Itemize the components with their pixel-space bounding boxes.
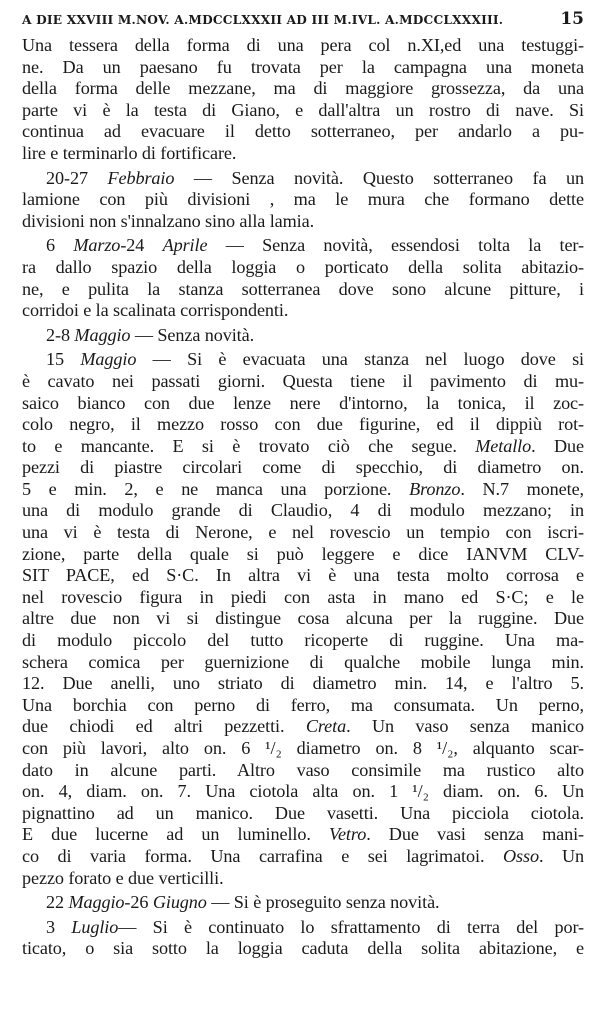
text-line: 12. Due anelli, uno striato di diametro min. 14, e l'altro 5. [22,673,584,694]
paragraph [22,35,584,165]
date-month: Maggio [68,892,125,913]
page-number: 15 [560,9,584,29]
material-heading: Metallo [475,435,532,456]
body-text [22,35,584,960]
text-line: è cavato nei passati giorni. Questa tiene il pavimento di mu- [22,370,584,391]
text-line: to e mancante. E si è trovato ciò che segue. Metallo. Due [22,435,584,456]
paragraph [22,349,584,889]
text-line: parte vi è la testa di Giano, e dall'altra un rostro di nave. Si [22,99,584,120]
text-line: due chiodi ed altri pezzetti. Creta. Un vaso senza manico [22,716,584,737]
text-line: altre due non vi si distingue cosa alcuna per la ruggine. Due [22,608,584,629]
text-line: colo negro, il mezzo rosso con due figurine, ed il dippiù rot- [22,414,584,435]
running-head: A DIE XXVIII M.NOV. A.MDCCLXXXII AD III M.IVL. A.MDCCLXXXIII. [22,13,504,27]
text-line: pignattino ad un manico. Due vasetti. Una picciola ciotola. [22,802,584,823]
date-month: Luglio [71,916,119,937]
text-line: SIT PACE, ed S·C. In altra vi è una testa molto corrosa e [22,565,584,586]
text-line: co di varia forma. Una carrafina e sei lagrimatoi. Osso. Un [22,845,584,866]
text-line: ra dallo spazio della loggia o porticato della solita abitazio- [22,256,584,277]
text-line: 15 Maggio — Si è evacuata una stanza nel luogo dove si [46,349,584,370]
paragraph [22,917,584,960]
paragraph [22,892,584,914]
date-month: Giugno [152,892,207,913]
text-line: 6 Marzo-24 Aprile — Senza novità, essendosi tolta la ter- [46,235,584,256]
text-line: E due lucerne ad un luminello. Vetro. Due vasi senza mani- [22,824,584,845]
text-line: 3 Luglio— Si è continuato lo sfrattamento di terra del por- [46,916,584,937]
text-line: on. 4, diam. on. 7. Una ciotola alta on. 1 ¹/₂ diam. on. 6. Un [22,781,584,802]
paragraph [22,235,584,321]
text-line: Una borchia con perno di ferro, ma consumata. Un perno, [22,694,584,715]
paragraph [22,168,584,233]
text-line: lire e terminarlo di fortificare. [22,142,237,163]
text-line: saico bianco con due lenze nere d'intorno, la tonica, il zoc- [22,392,584,413]
text-line: dato in alcune parti. Altro vaso consimile ma rustico alto [22,759,584,780]
page-header [22,9,584,35]
date-month: Aprile [162,235,208,256]
text-line: pezzi di piastre circolari come di specchio, di diametro on. [22,457,584,478]
text-line: 20-27 Febbraio — Senza novità. Questo sotterraneo fa un [46,167,584,188]
text-line: pezzo forato e due verticilli. [22,867,224,888]
text-line: 22 Maggio-26 Giugno — Si è proseguito senza novità. [46,892,440,913]
text-line: continua ad evacuare il detto sotterraneo, per andarlo a pu- [22,121,584,142]
text-line: ticato, o sia sotto la loggia caduta della solita abitazione, e [22,938,584,959]
material-heading: Osso [502,845,539,866]
date-month: Marzo [73,235,121,256]
text-line: della forma delle mezzane, ma di maggiore grossezza, da una [22,78,584,99]
text-line: una di modulo grande di Claudio, 4 di modulo mezzano; in [22,500,584,521]
text-line: zione, parte della quale si può leggere e dice IANVM CLV- [22,543,584,564]
text-line: con più lavori, alto on. 6 ¹/₂ diametro on. 8 ¹/₂, alquanto scar- [22,738,584,758]
material-heading: Vetro [328,824,367,845]
material-heading: Creta [305,716,347,737]
text-line: ne. Da un paesano fu trovata per la campagna una moneta [22,56,584,77]
text-line: schera comica per guernizione di qualche mobile lunga min. [22,651,584,672]
text-line: di modulo piccolo del tutto ricoperte di ruggine. Una ma- [22,630,584,651]
date-month: Febbraio [107,167,175,188]
material-heading: Bronzo [409,478,461,499]
text-line: 5 e min. 2, e ne manca una porzione. Bronzo. N.7 monete, [22,478,584,499]
text-line: una vi è testa di Nerone, e nel rovescio un tempio con iscri- [22,522,584,543]
paragraph [22,325,584,347]
text-line: divisioni non s'innalzano sino alla lamia. [22,210,315,231]
text-line: ne, e pulita la stanza sotterranea dove sono alcune pitture, i [22,278,584,299]
text-line: 2-8 Maggio — Senza novità. [46,324,255,345]
text-line: nel rovescio figura in piedi con asta in mano ed S·C; e le [22,586,584,607]
text-line: lamione con più divisioni , ma le mura che formano dette [22,189,584,210]
date-month: Maggio [80,349,137,370]
text-line: Una tessera della forma di una pera col n.XI,ed una testuggi- [22,35,584,55]
date-month: Maggio [74,324,131,345]
text-line: corridoi e la scalinata corrispondenti. [22,300,289,321]
